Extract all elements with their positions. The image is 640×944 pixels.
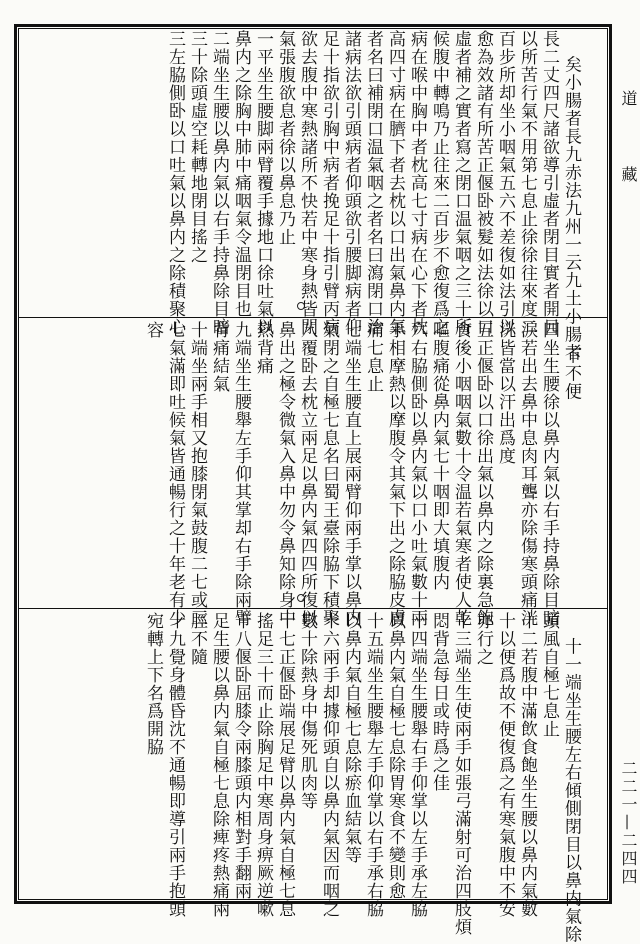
text-column: 十以便爲故不便復爲之有寒氣腹中不安 <box>495 612 515 918</box>
text-column: 十二若腹中滿飲食飽坐生腰以鼻内氣數 <box>517 612 537 918</box>
text-column: 手相摩熱以摩腹令其氣下出之除脇皮膚 <box>385 321 405 627</box>
text-column: 氣張腹欲息者徐以鼻息乃止 <box>275 30 295 246</box>
page-number: 二二一—二四四 <box>619 760 638 886</box>
text-column: 三左脇側卧以口吐氣以鼻内之除積聚心 <box>165 30 185 336</box>
text-column: 七端坐生腰直上展兩臂仰兩手掌以鼻内 <box>341 321 361 627</box>
text-column: 以鼻内氣自極七息除胃寒食不變則愈 <box>385 612 405 900</box>
text-column: 十九覺身體昏沈不通暢即導引兩手抱頭 <box>165 612 185 918</box>
text-column: 熱背痛 <box>253 321 273 375</box>
text-column: 二端坐生腰以鼻内氣以右手持鼻除目暗 <box>209 30 229 336</box>
text-column: 病在喉中胸中者枕高七寸病在心下者枕 <box>407 30 427 336</box>
text-column: 以所苦行氣不用第七息止徐徐往來度二 <box>517 30 537 336</box>
text-column: 食後小咽咽氣數十令温若氣寒者使人乾 <box>451 321 471 627</box>
text-column: 十七正偃卧端展足臂以鼻内氣自極七息 <box>275 612 295 918</box>
text-column: 鼻内之除胸中肺中痛咽氣令温閉目也 <box>231 30 251 318</box>
text-column: 搖足三十而止除胸足中寒周身痹厥逆嗽 <box>253 612 273 918</box>
text-column: 四坐生腰徐以鼻内氣以右手持鼻除目暗 <box>539 321 559 627</box>
text-column: 脛不隨 <box>187 612 207 666</box>
collection-title: 道 藏 <box>619 90 638 204</box>
text-column: 七氣滿即吐候氣皆通暢行之十年老有少 <box>165 321 185 627</box>
text-column: 痛七息止 <box>363 321 383 393</box>
text-column: 長二丈四尺諸欲導引虛者閉目實者開目 <box>539 30 559 336</box>
vertical-text-block <box>98 321 604 627</box>
text-column: 數十除熱身中傷死肌肉等 <box>297 612 317 810</box>
text-column: 背痛結氣 <box>209 321 229 393</box>
text-column: 氣閉之自極七息名曰蜀王臺除脇下積聚 <box>319 321 339 627</box>
text-column: 六右脇側卧以鼻内氣以口小吐氣數十兩 <box>407 321 427 627</box>
text-column: 愈為效諸有所苦正偃卧被髮如法徐以口 <box>473 30 493 336</box>
text-column: 三十除頭虛空耗轉地閉目搖之 <box>187 30 207 264</box>
text-column: 候腹中轉鳴乃止往來二百步不愈復爲之 <box>429 30 449 336</box>
text-column: 洸皆當以汗出爲度 <box>495 321 515 465</box>
text-column: 矣小腸者長九赤法九州一云九土小腸者 <box>561 55 581 362</box>
text-column: 欲去腹中寒熱諸所不快若中寒身熱皆閉 <box>297 30 317 336</box>
text-column: 十一端坐生腰左右傾側閉目以鼻内氣除 <box>561 637 581 944</box>
text-column: 一平坐生腰脚兩臂覆手據地口徐吐氣以 <box>253 30 273 336</box>
text-column: 十五端坐生腰舉左手仰掌以右手承右脇 <box>363 612 383 918</box>
text-column: 嘔腹痛從鼻内氣七十咽即大填腹内 <box>429 321 449 591</box>
text-column: 足生腰以鼻内氣自極七息除痺疼熱痛兩 <box>209 612 229 918</box>
text-column: 十三端坐生使兩手如張弓滿射可治四肢煩 <box>451 612 471 936</box>
text-register-middle <box>22 321 604 627</box>
text-column: 宛轉上下名爲開脇 <box>143 612 163 756</box>
text-column: 十六兩手却據仰頭自以鼻内氣因而咽之 <box>319 612 339 918</box>
text-column: 十端坐兩手相又抱膝閉氣鼓腹二七或三 <box>187 321 207 627</box>
text-column: 十八偃卧屈膝令兩膝頭内相對手翻兩 <box>231 612 251 900</box>
text-column: 虛者補之實者寫之閉口温氣咽之三十所 <box>451 30 471 336</box>
text-column: 亦行之 <box>473 612 493 666</box>
text-column: 者名曰補閉口温氣咽之者名曰瀉閉口治 <box>363 30 383 336</box>
circle-mark-icon <box>297 302 305 310</box>
text-column: 諸病法欲引頭病者仰頭欲引腰脚病者仰 <box>341 30 361 336</box>
text-column: 五正偃卧以口徐出氣以鼻内之除裏急飽 <box>473 321 493 627</box>
text-column: 以鼻内氣自極七息除瘀血結氣等 <box>341 612 361 864</box>
text-column: 高四寸病在臍下者去枕以口出氣鼻内氣 <box>385 30 405 336</box>
text-column: 足十指欲引胸中病者挽足十指引臂丙病 <box>319 30 339 336</box>
text-column: 十四端坐生腰舉右手仰掌以左手承左脇 <box>407 612 427 918</box>
text-column: 頭風自極七息止 <box>539 612 559 738</box>
text-column: 九端坐生腰舉左手仰其掌却右手除兩臂 <box>231 321 251 627</box>
text-register-bottom <box>22 612 604 944</box>
text-column: 悶背急每日或時爲之佳 <box>429 612 449 792</box>
text-column: 容 <box>143 321 163 339</box>
vertical-text-block <box>98 612 604 944</box>
circle-mark-icon <box>297 594 305 602</box>
text-column: 淚若出去鼻中息肉耳聾亦除傷寒頭痛洸 <box>517 321 537 627</box>
text-column: 八覆卧去枕立兩足以鼻内氣四四所復以 <box>297 321 317 627</box>
text-column: 百步所却坐小咽氣五六不差復如法引以 <box>495 30 515 336</box>
text-column: 鼻出之極令微氣入鼻中勿令鼻知除身中 <box>275 321 295 627</box>
text-column: 下不便 <box>561 346 581 401</box>
